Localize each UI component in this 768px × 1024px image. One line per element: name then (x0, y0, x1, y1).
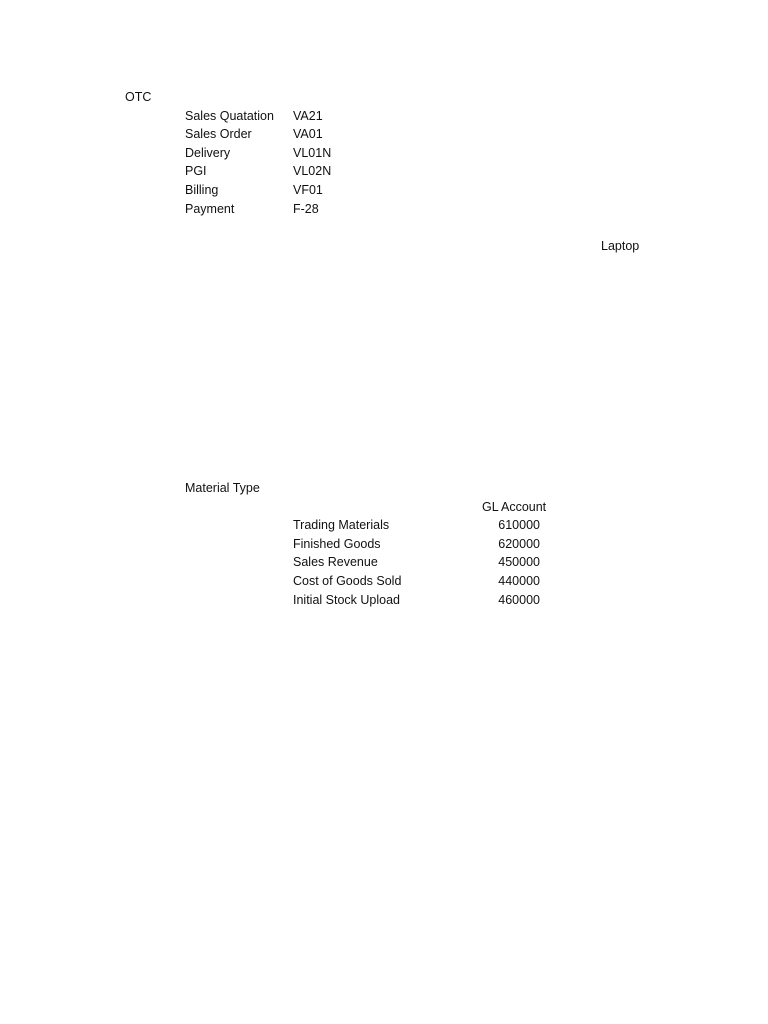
material-row-account: 440000 (498, 574, 540, 588)
otc-step-code: F-28 (293, 202, 319, 216)
material-row-account: 610000 (498, 518, 540, 532)
otc-step-label: PGI (185, 164, 207, 178)
otc-step-label: Sales Quatation (185, 109, 274, 123)
otc-step-code: VL01N (293, 146, 332, 160)
otc-step-code: VL02N (293, 164, 332, 178)
material-row-label: Initial Stock Upload (293, 593, 401, 607)
otc-heading: OTC (125, 90, 152, 104)
otc-step-label: Delivery (185, 146, 231, 160)
laptop-note: Laptop (601, 239, 640, 253)
material-row-label: Sales Revenue (293, 555, 378, 569)
otc-step-label: Billing (185, 183, 219, 197)
material-row-account: 620000 (498, 537, 540, 551)
otc-step-code: VA01 (293, 127, 323, 141)
otc-step-code: VF01 (293, 183, 323, 197)
material-type-heading: Material Type (185, 481, 260, 495)
otc-step-label: Payment (185, 202, 235, 216)
otc-step-code: VA21 (293, 109, 323, 123)
otc-step-label: Sales Order (185, 127, 252, 141)
gl-account-header: GL Account (482, 500, 547, 514)
material-row-label: Finished Goods (293, 537, 381, 551)
material-row-label: Cost of Goods Sold (293, 574, 402, 588)
material-row-account: 460000 (498, 593, 540, 607)
material-row-account: 450000 (498, 555, 540, 569)
material-row-label: Trading Materials (293, 518, 390, 532)
